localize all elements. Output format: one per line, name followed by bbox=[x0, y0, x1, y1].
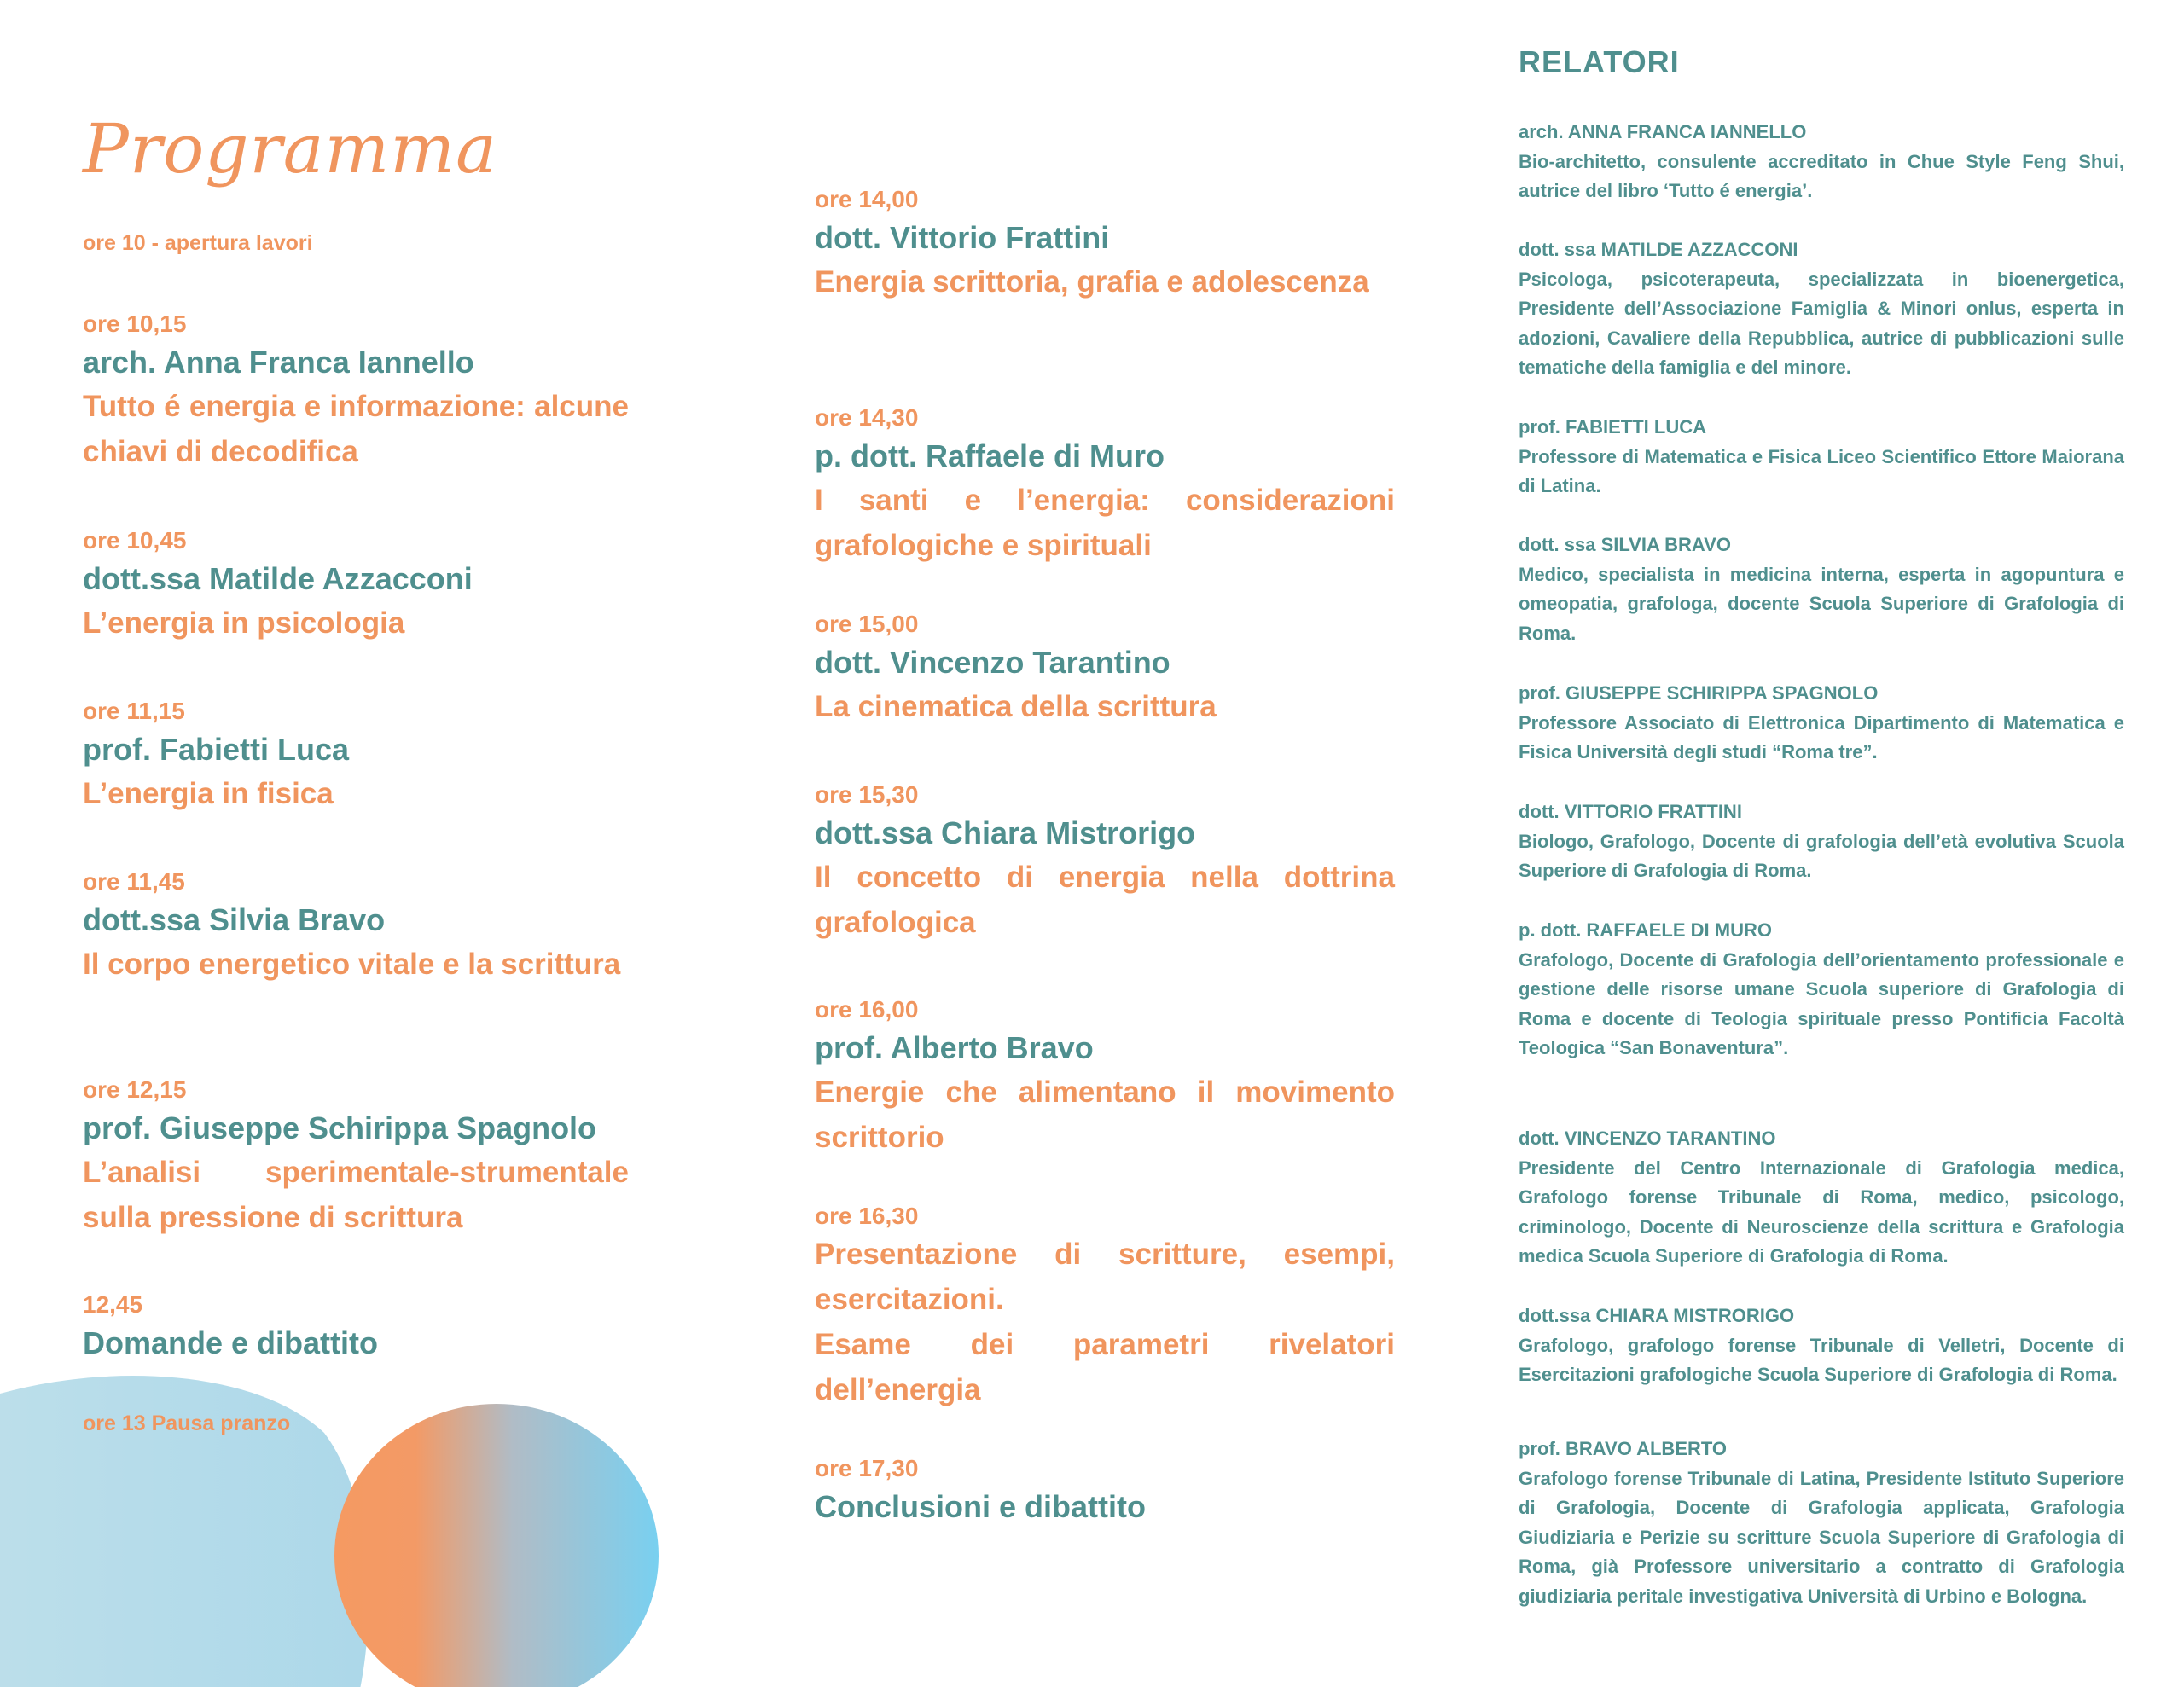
opening-item bbox=[83, 229, 629, 258]
slot-talk: Il corpo energetico vitale e la scrittura bbox=[83, 948, 621, 981]
speaker-bio bbox=[1519, 1124, 2124, 1272]
schedule-item bbox=[815, 1201, 1395, 1412]
bio-text: Bio-architetto, consulente accreditato in Chue Style Feng Shui, autrice del libro ‘Tutto é energia’. bbox=[1519, 150, 2124, 201]
slot-talk: L’analisi sperimentale-strumentale sulla pressione di scrittura bbox=[83, 1156, 629, 1234]
slot-time: ore 15,30 bbox=[815, 781, 919, 808]
slot-talk-2: Esame dei parametri rivelatori dell’energia bbox=[815, 1328, 1395, 1406]
slot-time: ore 14,30 bbox=[815, 404, 919, 431]
bio-name: dott. VINCENZO TARANTINO bbox=[1519, 1128, 1776, 1149]
bio-name: prof. GIUSEPPE SCHIRIPPA SPAGNOLO bbox=[1519, 682, 1879, 704]
schedule-item bbox=[83, 525, 629, 646]
slot-speaker: dott. Vincenzo Tarantino bbox=[815, 645, 1170, 680]
bio-name: prof. BRAVO ALBERTO bbox=[1519, 1438, 1728, 1459]
schedule-item bbox=[83, 867, 629, 987]
slot-speaker: arch. Anna Franca Iannello bbox=[83, 345, 474, 380]
bio-name: dott. ssa SILVIA BRAVO bbox=[1519, 534, 1731, 555]
slot-talk: L’energia in psicologia bbox=[83, 606, 405, 640]
slot-time: ore 10,45 bbox=[83, 527, 187, 554]
relatori-title: RELATORI bbox=[1519, 44, 1680, 79]
schedule-item bbox=[83, 309, 629, 474]
slot-talk: Energie che alimentano il movimento scrittorio bbox=[815, 1075, 1395, 1154]
speaker-bio bbox=[1519, 1435, 2124, 1611]
slot-time: ore 17,30 bbox=[815, 1455, 919, 1481]
slot-time: ore 16,30 bbox=[815, 1203, 919, 1229]
slot-talk: I santi e l’energia: considerazioni grafologiche e spirituali bbox=[815, 484, 1395, 562]
schedule-item bbox=[815, 184, 1395, 304]
slot-talk: Il concetto di energia nella dottrina grafologica bbox=[815, 861, 1395, 939]
slot-speaker: prof. Alberto Bravo bbox=[815, 1030, 1094, 1065]
bio-name: dott.ssa CHIARA MISTRORIGO bbox=[1519, 1305, 1795, 1326]
slot-time: ore 16,00 bbox=[815, 996, 919, 1023]
bio-name: arch. ANNA FRANCA IANNELLO bbox=[1519, 121, 1807, 142]
bio-text: Medico, specialista in medicina interna, esperta in agopuntura e omeopatia, grafologa, docente Scuola Superiore di Grafologia di Roma. bbox=[1519, 563, 2124, 644]
slot-talk: Energia scrittoria, grafia e adolescenza bbox=[815, 265, 1369, 299]
bio-name: p. dott. RAFFAELE DI MURO bbox=[1519, 919, 1772, 941]
speaker-bio bbox=[1519, 530, 2124, 648]
slot-time: ore 11,45 bbox=[83, 868, 185, 895]
slot-talk: L’energia in fisica bbox=[83, 777, 334, 810]
schedule-item bbox=[815, 403, 1395, 568]
slot-speaker: p. dott. Raffaele di Muro bbox=[815, 438, 1165, 473]
slot-talk: Presentazione di scritture, esempi, esercitazioni. bbox=[815, 1238, 1395, 1316]
slot-time: ore 12,15 bbox=[83, 1076, 187, 1103]
bio-text: Professore di Matematica e Fisica Liceo Scientifico Ettore Maiorana di Latina. bbox=[1519, 445, 2124, 496]
schedule-item bbox=[815, 609, 1395, 729]
lunch-item bbox=[83, 1409, 629, 1438]
slot-speaker: Conclusioni e dibattito bbox=[815, 1489, 1146, 1524]
slot-time: ore 14,00 bbox=[815, 186, 919, 212]
slot-time: ore 15,00 bbox=[815, 611, 919, 637]
slot-talk: Tutto é energia e informazione: alcune chiavi di decodifica bbox=[83, 390, 629, 468]
slot-speaker: dott.ssa Matilde Azzacconi bbox=[83, 561, 473, 596]
bio-name: dott. VITTORIO FRATTINI bbox=[1519, 801, 1742, 822]
schedule-item bbox=[83, 1075, 629, 1240]
bio-name: dott. ssa MATILDE AZZACCONI bbox=[1519, 239, 1798, 260]
speaker-bio bbox=[1519, 413, 2124, 501]
slot-speaker: dott.ssa Silvia Bravo bbox=[83, 902, 386, 937]
lunch-label: ore 13 Pausa pranzo bbox=[83, 1412, 291, 1435]
slot-speaker: Domande e dibattito bbox=[83, 1325, 379, 1360]
bio-text: Psicologa, psicoterapeuta, specializzata in bioenergetica, Presidente dell’Associazione Famiglia & Minori onlus, esperta in adozioni, Cavaliere della Repubblica, autrice di pubblicazioni sulle tematiche della famiglia e del minore. bbox=[1519, 268, 2124, 378]
speaker-bio bbox=[1519, 1301, 2124, 1390]
bio-text: Grafologo forense Tribunale di Latina, Presidente Istituto Superiore di Grafologia, Docente di Grafologia applicata, Grafologia Giudiziaria e Perizie su scritture Scuola Superiore di Grafologia di Roma, già Professore universitario a contratto di Grafologia giudiziaria peritale investigativa Università di Urbino e Bologna. bbox=[1519, 1467, 2124, 1607]
speaker-bio bbox=[1519, 916, 2124, 1064]
slot-time: ore 11,15 bbox=[83, 698, 185, 724]
speaker-bio bbox=[1519, 679, 2124, 768]
slot-speaker: prof. Giuseppe Schirippa Spagnolo bbox=[83, 1110, 597, 1145]
speaker-bio bbox=[1519, 797, 2124, 886]
slot-time: 12,45 bbox=[83, 1291, 143, 1318]
program-title: Programma bbox=[83, 109, 497, 188]
schedule-item bbox=[83, 1290, 629, 1365]
slot-talk: La cinematica della scrittura bbox=[815, 690, 1217, 723]
schedule-item bbox=[815, 994, 1395, 1160]
slot-speaker: dott. Vittorio Frattini bbox=[815, 220, 1110, 255]
bio-text: Presidente del Centro Internazionale di Grafologia medica, Grafologo forense Tribunale di Roma, medico, psicologo, criminologo, Docente di Neuroscienze della scrittura e Grafologia medica Scuola Superiore di Grafologia di Roma. bbox=[1519, 1157, 2124, 1267]
slot-time: ore 10,15 bbox=[83, 310, 187, 337]
gradient-circle-shape bbox=[334, 1404, 659, 1687]
speaker-bio bbox=[1519, 235, 2124, 383]
schedule-item bbox=[815, 1453, 1395, 1528]
slot-speaker: dott.ssa Chiara Mistrorigo bbox=[815, 815, 1196, 850]
bio-text: Grafologo, grafologo forense Tribunale di Velletri, Docente di Esercitazioni grafologiche Scuola Superiore di Grafologia di Roma. bbox=[1519, 1334, 2124, 1385]
schedule-item bbox=[815, 780, 1395, 945]
speaker-bio bbox=[1519, 118, 2124, 206]
opening-time: ore 10 - apertura lavori bbox=[83, 231, 313, 255]
slot-speaker: prof. Fabietti Luca bbox=[83, 732, 350, 767]
bio-text: Professore Associato di Elettronica Dipartimento di Matematica e Fisica Università degli studi “Roma tre”. bbox=[1519, 711, 2124, 762]
schedule-item bbox=[83, 696, 629, 816]
bio-name: prof. FABIETTI LUCA bbox=[1519, 416, 1706, 438]
bio-text: Biologo, Grafologo, Docente di grafologia dell’età evolutiva Scuola Superiore di Grafologia di Roma. bbox=[1519, 830, 2124, 881]
bio-text: Grafologo, Docente di Grafologia dell’orientamento professionale e gestione delle risorse umane Scuola superiore di Grafologia di Roma e docente di Teologia spirituale presso Pontificia Facoltà Teologica “San Bonaventura”. bbox=[1519, 948, 2124, 1058]
